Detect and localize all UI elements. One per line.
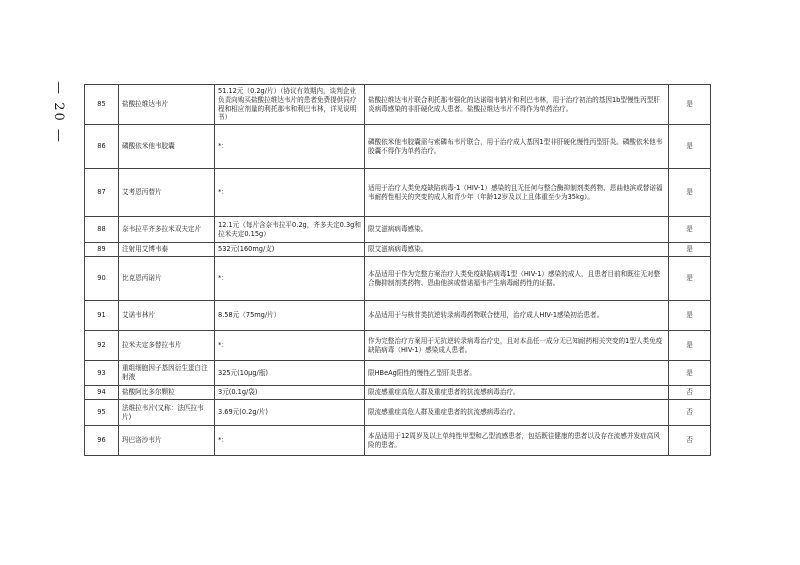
table-row [85, 257, 711, 301]
payment-standard: 12.1元（每片含奈韦拉平0.2g，齐多夫定0.3g和拉米夫定0.15g） [215, 217, 365, 243]
page-number [46, 52, 70, 172]
payment-restriction: 限流感重症高危人群及重症患者的抗流感病毒治疗。 [365, 386, 669, 400]
negotiated-flag: 是 [669, 257, 711, 301]
payment-standard: *： [215, 426, 365, 456]
payment-restriction: 限艾滋病病毒感染。 [365, 243, 669, 257]
row-number: 90 [85, 257, 119, 301]
payment-restriction: 限HBeAg阳性的慢性乙型肝炎患者。 [365, 361, 669, 386]
payment-restriction: 作为完整治疗方案用于无抗逆转录病毒治疗史，且对本品任一成分无已知耐药相关突变的1型人类免疫缺陷病毒（HIV-1）感染成人患者。 [365, 331, 669, 361]
drug-name: 盐酸拉维达韦片 [119, 85, 215, 125]
payment-restriction: 磷酸依米他韦胶囊需与索磷布韦片联合，用于治疗成人基因1型非肝硬化慢性丙型肝炎。磷酸依米他韦胶囊不得作为单药治疗。 [365, 125, 669, 169]
row-number: 95 [85, 400, 119, 426]
payment-restriction: 限艾滋病病毒感染。 [365, 217, 669, 243]
payment-restriction: 限流感重症高危人群及重症患者的抗流感病毒治疗。 [365, 400, 669, 426]
row-number: 85 [85, 85, 119, 125]
drug-name: 法维拉韦片(又称：法匹拉韦片) [119, 400, 215, 426]
negotiated-flag: 是 [669, 169, 711, 217]
negotiated-flag: 是 [669, 301, 711, 331]
table-row [85, 426, 711, 456]
payment-standard: 325元(10μg/瓶) [215, 361, 365, 386]
row-number: 89 [85, 243, 119, 257]
negotiated-flag: 是 [669, 125, 711, 169]
payment-restriction: 适用于治疗人类免疫缺陷病毒-1（HIV-1）感染的且无任何与整合酶抑制剂类药物、恩曲他滨或替诺福韦耐药性相关的突变的成人和青少年（年龄12岁及以上且体重至少为35kg）。 [365, 169, 669, 217]
drug-name: 艾考恩丙替片 [119, 169, 215, 217]
payment-restriction: 本品适用于与核苷类抗逆转录病毒药物联合使用，治疗成人HIV-1感染初治患者。 [365, 301, 669, 331]
row-number: 86 [85, 125, 119, 169]
table-row [85, 217, 711, 243]
drug-name: 盐酸阿比多尔颗粒 [119, 386, 215, 400]
negotiated-flag: 是 [669, 361, 711, 386]
table-row [85, 85, 711, 125]
table-row [85, 243, 711, 257]
row-number: 87 [85, 169, 119, 217]
table-row [85, 331, 711, 361]
payment-standard: *： [215, 169, 365, 217]
drug-name: 磷酸依米他韦胶囊 [119, 125, 215, 169]
row-number: 96 [85, 426, 119, 456]
payment-restriction: 本品适用于12周岁及以上单纯性甲型和乙型流感患者，包括既往健康的患者以及存在流感并发症高风险的患者。 [365, 426, 669, 456]
drug-name: 注射用艾博韦泰 [119, 243, 215, 257]
payment-standard: 3元(0.1g/袋) [215, 386, 365, 400]
payment-standard: 3.69元(0.2g/片) [215, 400, 365, 426]
payment-standard: *： [215, 331, 365, 361]
table-row [85, 301, 711, 331]
table-row [85, 400, 711, 426]
table-row [85, 125, 711, 169]
payment-standard: *： [215, 257, 365, 301]
drug-name: 比克恩丙诺片 [119, 257, 215, 301]
drug-name: 奈韦拉平齐多拉米双夫定片 [119, 217, 215, 243]
payment-restriction: 本品适用于作为完整方案治疗人类免疫缺陷病毒1型（HIV-1）感染的成人，且患者目前和既往无对整合酶抑制剂类药物、恩曲他滨或替诺福韦产生病毒耐药性的证据。 [365, 257, 669, 301]
payment-standard: *： [215, 125, 365, 169]
drug-list-table [84, 84, 711, 456]
negotiated-flag: 是 [669, 243, 711, 257]
negotiated-flag: 否 [669, 386, 711, 400]
negotiated-flag: 否 [669, 400, 711, 426]
payment-standard: 51.12元（0.2g/片）（协议有效期内，谈判企业负责向购买盐酸拉维达韦片的患者免费提供同疗程和相应剂量的利托那韦和利巴韦林，详见说明书） [215, 85, 365, 125]
negotiated-flag: 否 [669, 426, 711, 456]
page-number-text: — 20 — [50, 80, 66, 144]
payment-restriction: 盐酸拉维达韦片联合利托那韦强化的达诺瑞韦钠片和利巴韦林，用于治疗初治的基因1b型慢性丙型肝炎病毒感染的非肝硬化成人患者。盐酸拉维达韦片不得作为单药治疗。 [365, 85, 669, 125]
table-row [85, 169, 711, 217]
drug-name: 玛巴洛沙韦片 [119, 426, 215, 456]
negotiated-flag: 是 [669, 85, 711, 125]
table-row [85, 361, 711, 386]
row-number: 94 [85, 386, 119, 400]
negotiated-flag: 是 [669, 217, 711, 243]
payment-standard: 8.58元（75mg/片） [215, 301, 365, 331]
drug-name: 重组细胞因子基因衍生蛋白注射液 [119, 361, 215, 386]
negotiated-flag: 是 [669, 331, 711, 361]
table-row [85, 386, 711, 400]
drug-name: 艾诺韦林片 [119, 301, 215, 331]
row-number: 93 [85, 361, 119, 386]
row-number: 92 [85, 331, 119, 361]
row-number: 88 [85, 217, 119, 243]
payment-standard: 532元(160mg/支) [215, 243, 365, 257]
row-number: 91 [85, 301, 119, 331]
drug-name: 拉米夫定多替拉韦片 [119, 331, 215, 361]
